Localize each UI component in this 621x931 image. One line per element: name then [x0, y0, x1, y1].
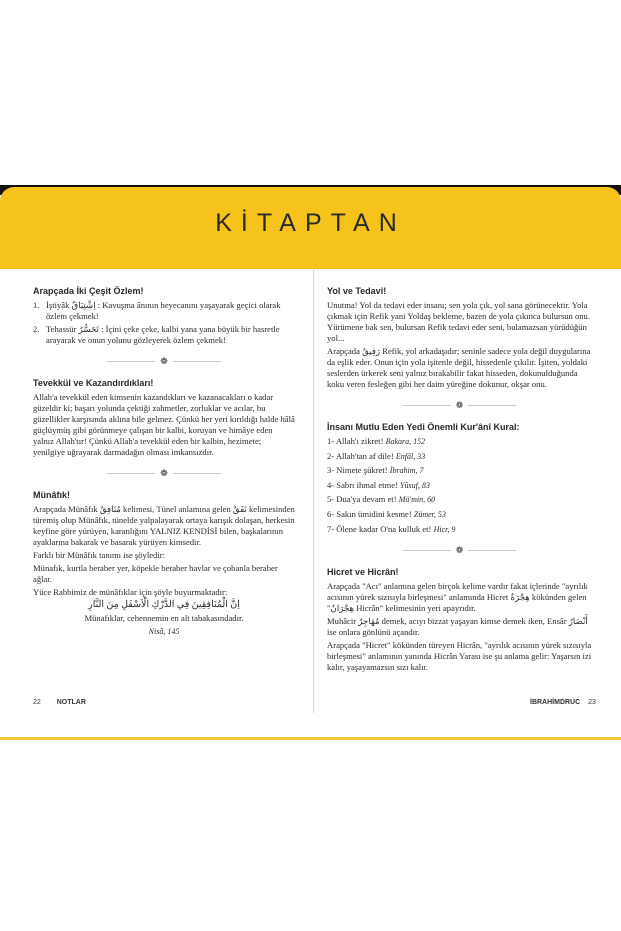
section-title: Hicret ve Hicrân!: [327, 566, 399, 577]
paragraph: Unutma! Yol da tedavi eder insanı; sen yola çık, yol sana görünecektir. Yola çıkmak için Refik yani Yoldaş bekleme, bazen de yola çıkınca bulursun onu. Yürümene bak sen, bulursan Refik tedavi eder seni, bulamazsan yürüdüğün yol...: [327, 300, 590, 343]
paragraph: Muhâcir مُهَاجِرٌ demek, acıyı bizzat yaşayan kimse demek iken, Ensâr أَنْصَارٌ ise onlara gönlünü açandır.: [327, 615, 588, 637]
section-munafik: [33, 490, 295, 637]
paragraph: Farklı bir Münâfık tanımı ise şöyledir:: [33, 550, 165, 560]
right-footer: [530, 699, 596, 706]
list-item: 3- Nimete şükret! İbrahim, 7: [327, 465, 424, 476]
title-banner: [0, 187, 621, 269]
section-hicret: [327, 567, 592, 673]
ornament-divider: [33, 356, 295, 367]
paragraph: Arapçada "Hicret" kökünden türeyen Hicrân, "ayrılık acısının yürek sızısıyla birleşmesi" anlamının yanında Hicrân Yarası ise şu anlama gelir: Yaşarsın izi kalır, yaşayamazsın sızı kalır.: [327, 639, 592, 672]
list-item: 1- Allah'ı zikret! Bakara, 152: [327, 436, 426, 446]
verse-reference: Nisâ, 145: [148, 627, 180, 636]
list-item: 4- Sabrı ihmal etme! Yûsuf, 83: [327, 479, 430, 490]
list-item: 6- Sakın ümidini kesme! Zümer, 53: [327, 508, 446, 519]
section-title: Tevekkül ve Kazandırdıkları!: [33, 378, 154, 388]
list-item: 7- Ölene kadar O'na kulluk et! Hicr, 9: [327, 523, 456, 534]
flower-ornament-icon: ❁: [455, 400, 464, 410]
ornament-divider: [33, 468, 295, 479]
section-yol-ve-tedavi: [327, 286, 592, 390]
section-yedi-kural: [327, 422, 592, 535]
footer-label: İBRAHİMDRUC: [530, 699, 581, 706]
right-page: [327, 286, 592, 675]
section-title: Yol ve Tedavi!: [327, 286, 387, 296]
paragraph: Yüce Rabbimiz de münâfıklar için şöyle buyurmaktadır:: [33, 587, 228, 597]
paragraph: Arapçada Münâfık مُنَافِقٌ kelimesi, Tünel anlamına gelen نَفَقٌ kelimesinden türemiş olup Münâfık, tünelde yalpalayarak ortaya karışık dolaşan, herkesin keyfine göre yürüyen, karanlığını YALNIZ KENDİSİ bilen, başkalarının ayaklarına bakarak ve basarak yürüyen kimsedir.: [33, 504, 295, 547]
left-footer: [33, 699, 86, 706]
footer-label: NOTLAR: [56, 699, 86, 706]
page-spine: [313, 269, 314, 713]
left-page: [33, 286, 295, 639]
section-title: İnsanı Mutlu Eden Yedi Önemli Kur'ânî Kural:: [327, 422, 520, 432]
list-item: 1. İştiyâk اِشْتِيَاقٌ : Kavuşma ânının heyecanını yaşayarak geçici olarak özlem çekmek!: [33, 300, 281, 321]
flower-ornament-icon: ❁: [455, 544, 464, 555]
page-number: 23: [588, 699, 596, 706]
arabic-verse: اِنَّ الْمُنَافِقِينَ فِي الدَّرْكِ الْاَسْفَلِ مِنَ النَّارِ: [88, 600, 240, 610]
list-item: 2- Allah'tan af dile! Enfâl, 33: [327, 450, 426, 461]
section-tevekkul: [33, 378, 295, 458]
ornament-divider: [327, 400, 592, 411]
list-item: 2. Tehassür تَحَسُّرٌ : İçini çeke çeke, kalbi yana yana büyük bir hasretle arayarak ve onun yolunu gözleyerek özlem çekmek!: [33, 324, 280, 345]
paragraph: Arapçada رَفِيقٌ Refik, yol arkadaşıdır; seninle sadece yola değil duygularına da eşlik eder. Onun için yola işitenle değil, hissedenle çıkılır. İşiten, yoldaki seslerden ürkerek seni yalnız bırakabilir fakat hisseden, dokunulduğunda koku veren fesleğen gibi her daim yüreğine dokunur, okşar onu.: [327, 346, 591, 389]
section-title: Arapçada İki Çeşit Özlem!: [33, 286, 144, 296]
ornament-divider: [327, 545, 592, 556]
bottom-accent-line: [0, 737, 621, 740]
list-item: 5- Dua'ya devam et! Mü'min, 60: [327, 494, 436, 505]
paragraph: Allah'a tevekkül eden kimsenin kazandıkları ve kazanacakları o kadar güzeldir ki; başarı yolunda çektiği zahmetler, zorluklar ve acılar, bu güzellikler karşısında aklına bile gelmez. Çünkü her yeri kırıldığı halde hâlâ güçlüymüş gibi görünmeye çalışan bir kalbi, koruyan ve himâye eden yalnız Allah'tır! Çünkü Allah'a tevekkül eden bir kalbin, hezimete; yenilgiye uğrayarak darmadağın olması imkansızdır.: [33, 392, 295, 457]
flower-ornament-icon: ❁: [160, 468, 168, 478]
paragraph: Arapçada "Acı" anlamına gelen birçok kelime vardır fakat içlerinde "ayrılık acısının yürek sızısıyla birleşmesi" anlamında Hicret هِجْرَةٌ kökünden gelen "هِجْرَانٌ Hicrân" kelimesinin yeri apayrıdır.: [327, 580, 588, 613]
verse-translation: Münafıklar, cehennemin en alt tabakasındadır.: [84, 613, 244, 623]
flower-ornament-icon: ❁: [160, 356, 168, 366]
section-title: Münâfık!: [33, 490, 70, 500]
page-number: 22: [33, 699, 41, 706]
page-title: KİTAPTAN: [215, 209, 406, 237]
section-iki-cesit-ozlem: [33, 286, 295, 346]
paragraph: Münafık, kurtla beraber yer, köpekle beraber havlar ve çobanla beraber ağlar.: [33, 563, 278, 584]
